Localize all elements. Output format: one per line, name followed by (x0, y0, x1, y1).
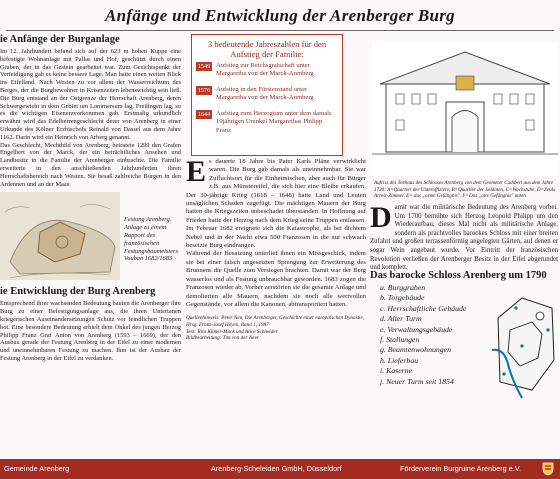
middle-column (186, 158, 366, 458)
year-badge: 1549 (197, 63, 211, 70)
footer-bar (0, 459, 560, 479)
development-text: Entsprechend ihrer wachsenden Bedeutung bauten die Arenberger ihre Burg zu einer Befestigungsanlage aus, die ihren Untertanen kriegerischen Auseinandersetzungen Schutz vor feindlichen Truppen bot. Eine besondere Bedeutung erhielt dem Onkel des jungen Herzog Philipp Franz Graf Anton von Arenberg (1593 – 1669), der den Ausbau gerade der Festung Arenberg in der Eifel zu einer modernen und uneinnehmbaren Festung zu machen. Ihm ist der Ausbau der Festung Arenberg in der Eifel zu verdanken. (0, 300, 181, 362)
right-paragraph: amit war die militärische Bedeutung des Arenberg vorbei. Um 1700 bemühte sich Herzog Leopold Philipp um den Wiederaufbau, dieses Mal nicht als militärische Anlage, sondern als prachtvolles barockes Schloss mit einer breiten Zufahrt und großen terrassenförmig angelegten Gärten, auf denen er sogar Wein angebaut wurde. Vor Eintritt der französischen Revolution verließen der Arenberger Besitz in der Eifel abgerundet und komplett. (370, 204, 558, 272)
origins-text-1: Im 12. Jahrhundert befand sich auf der 623 m hohen Kuppe eine befestigte Wohnanlage mit Pallas und Hof, geschützt durch einen Graben, der in das Gestein gearbeitet war. Zum Gesichtspunkt der Verteidigung gab es keine bessere Lage. Man hatte einen weiten Blick ins Eifelland. Nach Westen zu vor allem der Wasserreichtum des Berges, der die Burgbewohner in Krisenzeiten lebenswichtig sein ließ. Die Burg entstand an der Ostgrenze der Herrschaft Arenberg, deren Schwergewicht in dem Gebiet um Lommersum lag. Freilingen lag, so es die wichtigen Eisenerzvorkommen gab. Erstmalig urkundlich erwähnt wird das Edelherrengeschlecht derer von Arenberg in einer Urkunde des Kölner Erzbischofs Reinald von Dassel aus dem Jahre 1162. Darin wird ein Heinrich von Arberg genannt. (0, 48, 181, 141)
section-heading-origins: ie Anfänge der Burganlage (0, 34, 120, 45)
section-heading-development: ie Entwicklung der Burg Arenberg (0, 286, 156, 298)
legend-item: d. Alter Turm (380, 314, 422, 324)
drawing-caption: Aufriss des Torbaus des Schlosses Arenberg von dem Geometer Cadibert aus dem Jahre 1730: A=Quartier der Unteroffiziere, B=Quartier der Soldaten, C=Wachstube, D=Zeuls Arrest-Zimmer, E= das „arme Gefängnis", F=Das „alte Gefängnis" unten (374, 180, 556, 199)
key-years-box (191, 34, 343, 156)
footer-center: Arenberg-Scheleiden GmbH, Düsseldorf (211, 464, 342, 473)
gatehouse-elevation-drawing (372, 42, 558, 176)
legend-item: i. Kaserne (380, 366, 413, 376)
title-divider (6, 30, 554, 31)
dropcap: E (186, 158, 207, 188)
page-title: Anfänge und Entwicklung der Arenberger Burg (105, 6, 455, 25)
plan-legend (370, 283, 500, 387)
key-years-title: 3 bedeutende Jahreszahlen für den Aufstieg der Familie: (207, 39, 327, 59)
year-badge: 1576 (197, 87, 211, 94)
text-credit: Text: Rita Kümer-Mack und Alice Schneider (186, 328, 278, 335)
footer-right: Förderverein Burgruine Arenberg e.V. (400, 464, 522, 473)
year-text: Aufstieg zum Herzogtum unter dem damals 19jährigen Urenkel Margarethas Philipp Franz (216, 110, 332, 134)
legend-item: b. Torgebäude (380, 293, 425, 303)
section-heading-baroque: Das barocke Schloss Arenberg um 1790 (370, 270, 547, 281)
map-caption: Festung Arenberg. Anlage zu einem Rapport des französischen Festungsbaumeisters Vauban 1682/1683 (124, 216, 178, 263)
year-text: Aufstieg in den Fürstenstand unter Margaretha von der Marck-Arenberg (216, 86, 314, 102)
dropcap: D (370, 201, 392, 234)
legend-item: j. Neuer Turm seit 1854 (380, 376, 454, 386)
baroque-castle-plan (492, 290, 558, 400)
year-badge: 1644 (197, 111, 211, 118)
legend-item: g. Beamtenwohnungen (380, 345, 452, 355)
origins-text-2: Das Geschlecht, Mechthild von Arenberg, heiratete 1299 den Grafen Engelbert von der Marck, der ein beträchtliches Ansehen und Landbesitz in die Familie der Arenberger einbrachte. Die Familie erweiterte in den anschließenden Jahrhunderten ihren Herrschaftsbereich nach Westen. Sie besaß zahlreiche Burgen in den Ardennen und an der Maas. (0, 141, 181, 188)
year-text: Aufstieg zur Reichsgrafschaft unter Margaretha von der Marck-Arenberg (216, 62, 314, 78)
legend-item: a. Burggraben (380, 283, 426, 292)
right-text (370, 201, 558, 273)
legend-item: f. Stallungen (380, 335, 420, 345)
legend-item: h. Lieferbau (380, 355, 419, 365)
sources-note: Quellenhinweis: Peter Neu, Die Arenberger, Geschichte einer europäischen Dynastie, Hrsg. Franz-Josef Heyen, Band 1, 1987 (186, 315, 365, 328)
right-column (370, 34, 560, 458)
legend-item: c. Herrschaftliche Gebäude (380, 303, 467, 313)
middle-paragraph-1: s dauerte 18 Jahre bis Pater Karls Pläne verwirklicht waren. Die Burg gab damals als uneinnehmbar. Sie war Zufluchtsort für die Einheimischen, aber auch für Bürger z.B. aus Münstereifel, die sich hier eine Bleibe erkaufen. Der 30-jährige Krieg (1618 – 1648) hatte Land und Leuten unsäglichen Schaden zugefügt. Die mächtigen Mauern der Burg hatten die Kriegszeiten unbeschadet überstanden. In Hoffnung auf Frieden hatte der Herzog nach dem Krieg seine Truppen entlassen. Im Februar 1682 ereignete sich die Katastrophe, als bei dichtem Nebel und in der Nacht etwa 500 Franzosen in die nur schwach besetzte Burg eindrangen. (186, 158, 366, 250)
middle-text (186, 158, 366, 250)
map-figure (0, 192, 183, 284)
left-column (0, 34, 183, 458)
legend-item: e. Verwaltungsgebäude (380, 324, 453, 334)
fortress-map-image (0, 192, 120, 280)
coat-of-arms-icon (542, 462, 554, 476)
footer-left: Gemeinde Arenberg (4, 464, 70, 473)
middle-paragraph-2: Während der Besatzung unterlief ihnen ein Missgeschick, indem sie bei einer falsch angesetzten Sprengung zur Erweiterung des Brunnens die Quelle zum Versiegen brachten. Damit war der Berg wasserlos und als Festung unbrauchbar geworden. 1683 zogen die Franzosen wieder ab. Vorher zerstörten sie die gesamte Anlage und demolierten alle Mauern, nachdem sie noch alle wertvollen Gegenstände, vor allem die Kanonen, abtransportiert hatten. (186, 250, 366, 308)
image-credit: Bildbearbeitung: Tim von der Neer (186, 335, 259, 342)
